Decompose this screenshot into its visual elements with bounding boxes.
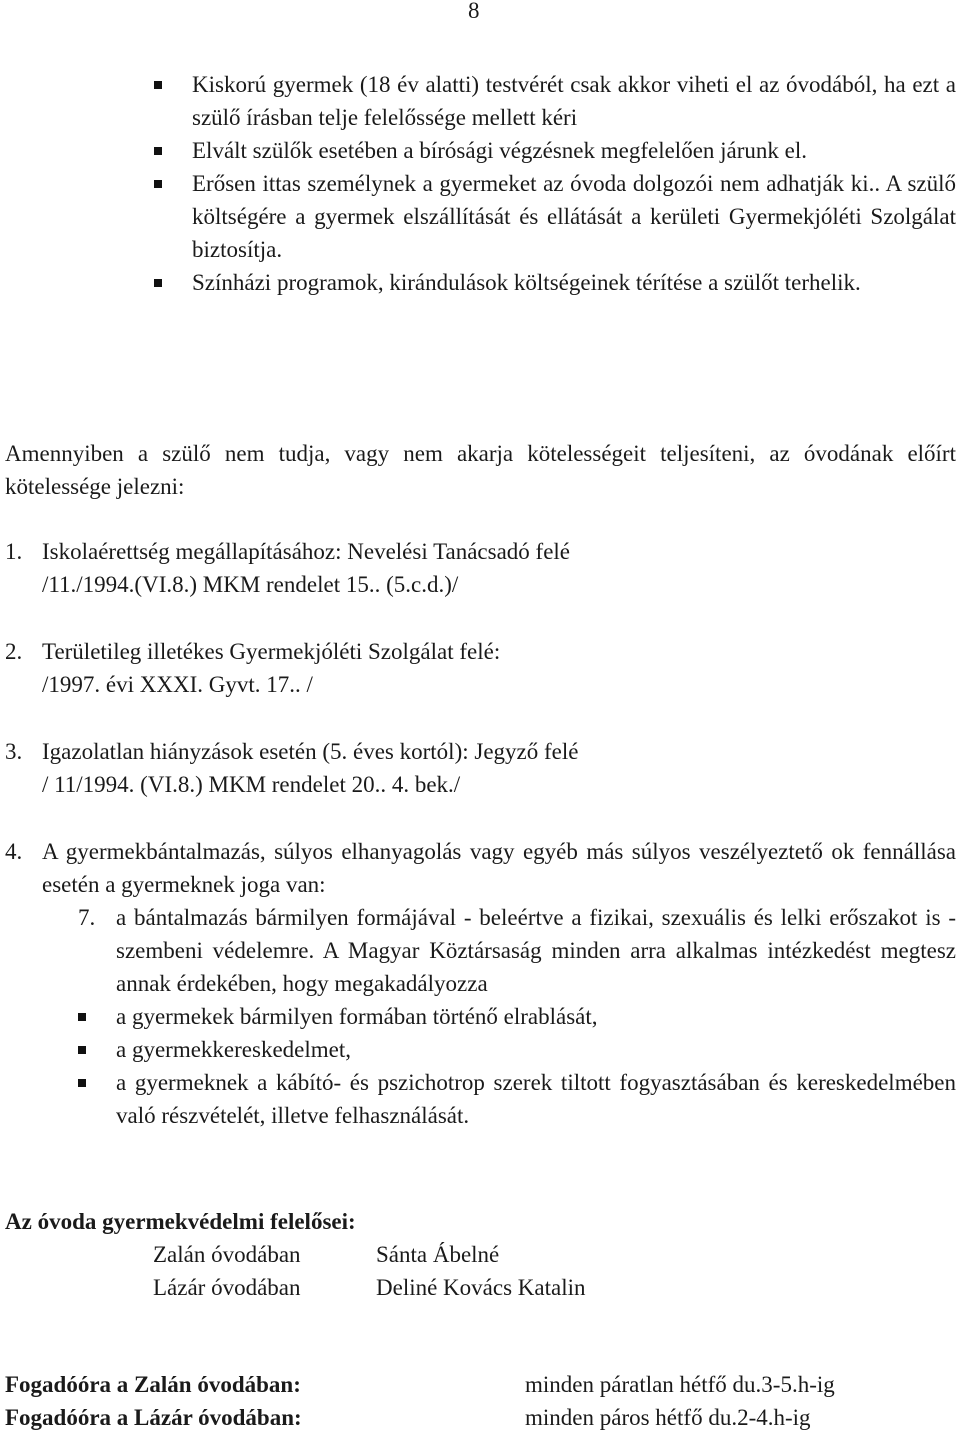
page-number: 8	[468, 0, 480, 23]
list-item: Erősen ittas személynek a gyermeket az óvoda dolgozói nem adhatják ki.. A szülő költségére a gyermek elszállítását és ellátását a kerületi Gyermekjóléti Szolgálat biztosítja.	[154, 167, 956, 266]
item-number: 3.	[5, 739, 23, 764]
numbered-item-1	[5, 535, 956, 601]
responsible-person: Deliné Kovács Katalin	[376, 1275, 586, 1300]
item-line: Területileg illetékes Gyermekjóléti Szolgálat felé:	[42, 639, 501, 664]
sub-item-number: 7.	[78, 905, 96, 930]
protection-row	[5, 1271, 956, 1304]
kindergarten-name: Lázár óvodában	[153, 1275, 301, 1300]
office-hours-row	[5, 1401, 956, 1434]
office-hours-label: Fogadóóra a Lázár óvodában:	[5, 1405, 302, 1430]
protection-row	[5, 1238, 956, 1271]
item-number: 1.	[5, 539, 23, 564]
item-reference: / 11/1994. (VI.8.) MKM rendelet 20.. 4. bek./	[42, 772, 461, 797]
protection-section	[5, 1205, 956, 1304]
item-reference: /11./1994.(VI.8.) MKM rendelet 15.. (5.c.d.)/	[42, 572, 459, 597]
list-item: Színházi programok, kirándulások költségeinek térítése a szülőt terhelik.	[154, 266, 956, 299]
list-item: a gyermekek bármilyen formában történő elrablását,	[78, 1000, 956, 1033]
responsible-person: Sánta Ábelné	[376, 1242, 500, 1267]
office-hours-value: minden páros hétfő du.2-4.h-ig	[525, 1405, 811, 1430]
item-text: A gyermekbántalmazás, súlyos elhanyagolás vagy egyéb más súlyos veszélyeztető ok fennállása esetén a gyermeknek joga van:	[42, 839, 956, 897]
list-item: Elvált szülők esetében a bírósági végzésnek megfelelően járunk el.	[154, 134, 956, 167]
item-reference: /1997. évi XXXI. Gyvt. 17.. /	[42, 672, 313, 697]
intro-paragraph: Amennyiben a szülő nem tudja, vagy nem akarja kötelességeit teljesíteni, az óvodának előírt kötelessége jelezni:	[5, 441, 956, 499]
item-line: Igazolatlan hiányzások esetén (5. éves kortól): Jegyző felé	[42, 739, 579, 764]
list-item: Kiskorú gyermek (18 év alatti) testvérét csak akkor viheti el az óvodából, ha ezt a szülő írásban telje felelőssége mellett kéri	[154, 68, 956, 134]
numbered-item-3	[5, 735, 956, 801]
list-item: a gyermekkereskedelmet,	[78, 1033, 956, 1066]
sub-item-7	[5, 901, 956, 1000]
item-line: Iskolaérettség megállapításához: Nevelési Tanácsadó felé	[42, 539, 571, 564]
numbered-item-4	[5, 835, 956, 1132]
item-number: 4.	[5, 839, 23, 864]
top-bullet-list	[154, 68, 956, 299]
item-number: 2.	[5, 639, 23, 664]
office-hours-label: Fogadóóra a Zalán óvodában:	[5, 1372, 301, 1397]
kindergarten-name: Zalán óvodában	[153, 1242, 301, 1267]
office-hours-row	[5, 1368, 956, 1401]
sub-item-text: a bántalmazás bármilyen formájával - beleértve a fizikai, szexuális és lelki erőszakot is - szembeni védelemre. A Magyar Köztársaság minden arra alkalmas intézkedést megtesz annak érdekében, hogy megakadályozza	[116, 905, 956, 996]
office-hours	[5, 1368, 956, 1434]
section-heading: Az óvoda gyermekvédelmi felelősei:	[5, 1209, 356, 1234]
sub-bullet-list	[5, 1000, 956, 1132]
list-item: a gyermeknek a kábító- és pszichotrop szerek tiltott fogyasztásában és kereskedelmében való részvételét, illetve felhasználását.	[78, 1066, 956, 1132]
office-hours-value: minden páratlan hétfő du.3-5.h-ig	[525, 1372, 835, 1397]
numbered-item-2	[5, 635, 956, 701]
